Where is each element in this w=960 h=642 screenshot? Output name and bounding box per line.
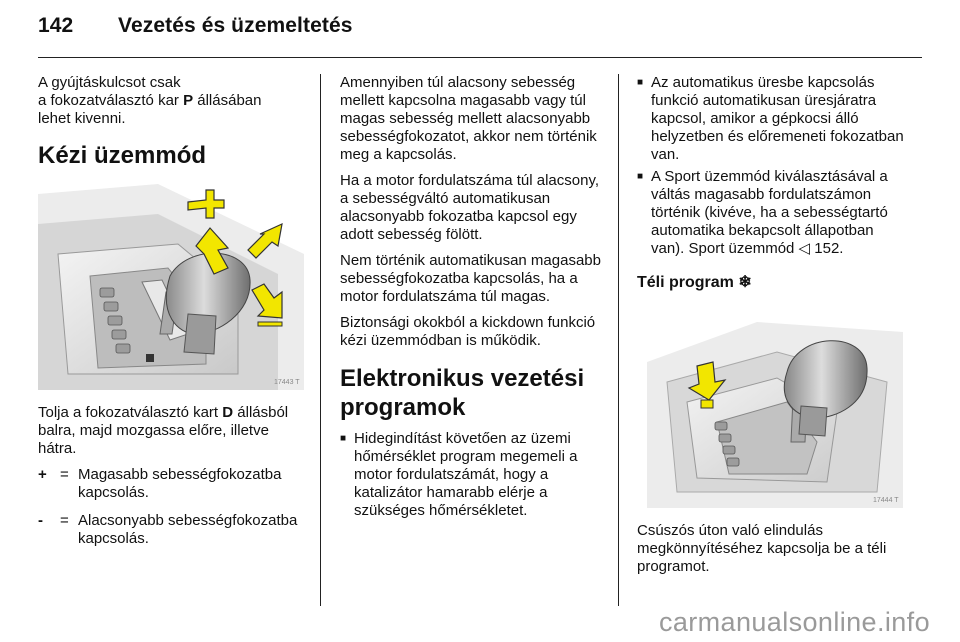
- instruction-pre: Tolja a fokozatválasztó kart: [38, 404, 223, 421]
- column-2: [340, 74, 605, 524]
- definition-key: -: [38, 512, 43, 529]
- bullet-icon: ■: [637, 77, 644, 88]
- bullet-text: Az automatikus üresbe kapcsolás funkció automatikusan üresjáratra kapcsol, amikor a gépkocsi álló helyzetben és előremeneti fokozatban van.: [651, 74, 904, 163]
- bullet-text: Hidegindítást követően az üzemi hőmérséklet program megemeli a motor fordulatszámát, hogy a katalizátor hamarabb elérje a szükséges hőmérsékletet.: [354, 430, 578, 519]
- winter-program-figure: [637, 302, 903, 508]
- minus-icon: [258, 322, 282, 326]
- paragraph: Biztonsági okokból a kickdown funkció kézi üzemmódban is működik.: [340, 314, 596, 349]
- final-paragraph: Csúszós úton való elindulás megkönnyítéséhez kapcsolja be a téli programot.: [637, 522, 887, 575]
- definition-row-plus: [38, 466, 310, 502]
- figure-code-2: 17444 T: [873, 497, 899, 504]
- shift-lever-figure: [38, 184, 304, 390]
- bullet-text: A Sport üzemmód kiválasztásával a váltás magasabb fordulatszámon történik (kivéve, ha a sebességtartó automatika bekapcsolt állapotban van). Sport üzemmód ◁ 152.: [651, 168, 888, 257]
- header-rule: [38, 57, 922, 58]
- list-item: [637, 74, 905, 164]
- section-heading-programs: Elektronikus vezetési programok: [340, 365, 585, 421]
- intro-line-2b: állásában: [193, 92, 262, 109]
- subheading-winter: Téli program ❄: [637, 274, 752, 291]
- page-title: Vezetés és üzemeltetés: [118, 14, 353, 37]
- intro-line-1: A gyújtáskulcsot csak: [38, 74, 181, 91]
- definition-eq: =: [60, 466, 69, 483]
- intro-paragraph: [38, 74, 310, 128]
- list-item: [637, 168, 905, 258]
- column-divider-2: [618, 74, 619, 606]
- list-item: [340, 430, 605, 520]
- bullet-icon: ■: [340, 433, 347, 444]
- winter-button: [701, 400, 713, 408]
- paragraph: Ha a motor fordulatszáma túl alacsony, a sebességváltó automatikusan alacsonyabb fokozatba kapcsol egy adott sebesség fölött.: [340, 172, 600, 243]
- section-heading-manual: Kézi üzemmód: [38, 142, 207, 169]
- paragraph: Nem történik automatikusan magasabb sebességfokozatba kapcsolás, ha a motor fordulatszáma túl magas.: [340, 252, 601, 305]
- intro-line-3: lehet kivenni.: [38, 110, 126, 127]
- definition-text: Magasabb sebességfokozatba kapcsolás.: [78, 466, 282, 501]
- definition-key: +: [38, 466, 47, 483]
- page-header: [38, 14, 353, 38]
- intro-line-2: a fokozatválasztó kar: [38, 92, 184, 109]
- page-number: 142: [38, 14, 74, 37]
- column-1: [38, 74, 310, 558]
- definition-text: Alacsonyabb sebességfokozatba kapcsolás.: [78, 512, 298, 547]
- paragraph: Amennyiben túl alacsony sebesség mellett kapcsolna magasabb vagy túl magas sebesség mellett alacsonyabb sebességfokozatot, akkor nem történik meg a kapcsolás.: [340, 74, 597, 163]
- column-3: [637, 74, 905, 584]
- intro-bold-p: P: [183, 92, 194, 109]
- definition-eq: =: [60, 512, 69, 529]
- watermark: carmanualsonline.info: [658, 607, 930, 637]
- bullet-icon: ■: [637, 171, 644, 182]
- instruction-bold: D: [222, 404, 234, 421]
- instruction-post: állásból balra, majd mozgassa előre, illetve hátra.: [38, 404, 289, 457]
- definition-row-minus: [38, 512, 310, 548]
- column-divider-1: [320, 74, 321, 606]
- instruction-paragraph: [38, 404, 310, 458]
- figure-code-1: 17443 T: [274, 379, 300, 386]
